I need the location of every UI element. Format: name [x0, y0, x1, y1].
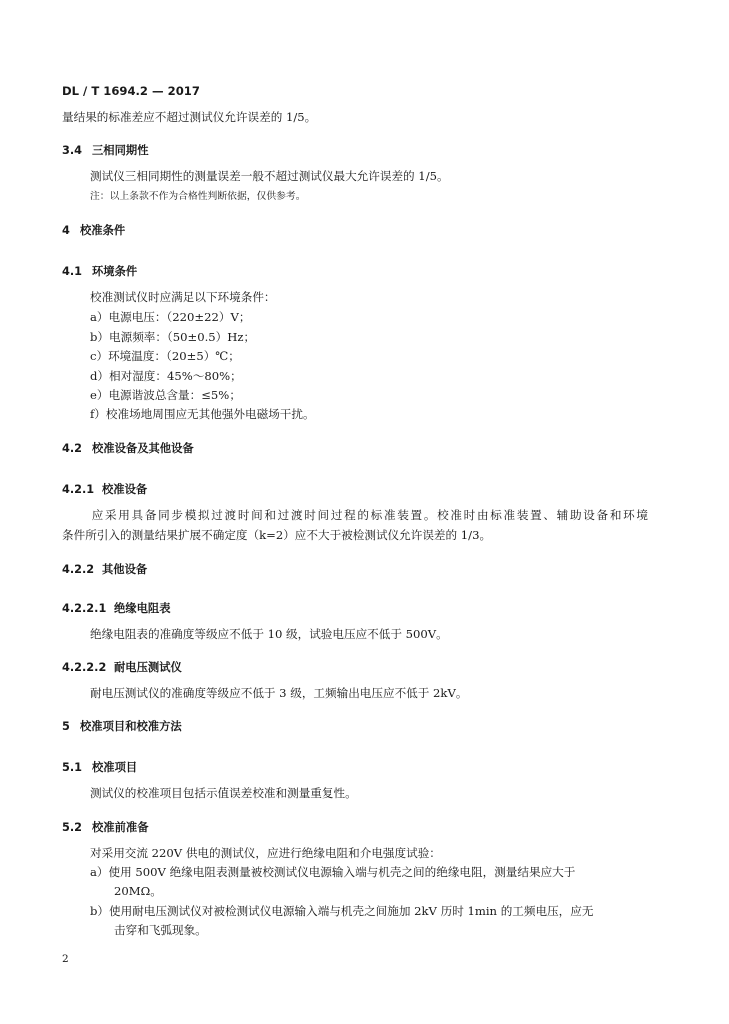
section-number: 4.2.2.1: [62, 602, 107, 615]
section-number: 5: [62, 720, 70, 733]
note: 注：以上条款不作为合格性判断依据，仅供参考。: [90, 191, 306, 202]
page-number: 2: [62, 953, 69, 965]
section-title: 三相同期性: [92, 144, 149, 157]
section-heading-4-2-2-1: [62, 601, 171, 616]
paragraph-line: 条件所引入的测量结果扩展不确定度（k=2）应不大于被检测试仪允许误差的 1/3。: [62, 528, 492, 542]
list-item: c）环境温度：（20±5）℃；: [90, 349, 240, 363]
list-item: f）校准场地周围应无其他强外电磁场干扰。: [90, 407, 315, 421]
section-heading-4-2-1: [62, 482, 147, 497]
section-heading-4-1: [62, 264, 137, 279]
paragraph-text: 应采用具备同步模拟过渡时间和过渡时间过程的标准装置。校准时由标准装置、辅助设备和环境: [90, 508, 648, 522]
section-number: 4: [62, 224, 70, 237]
section-number: 4.1: [62, 265, 83, 278]
section-heading-3-4: [62, 143, 149, 158]
paragraph-line: 绝缘电阻表的准确度等级应不低于 10 级，试验电压应不低于 500V。: [90, 627, 448, 641]
section-title: 校准设备及其他设备: [92, 442, 194, 455]
section-heading-5: [62, 719, 182, 734]
section-heading-5-2: [62, 820, 149, 835]
section-number: 4.2.2.2: [62, 661, 107, 674]
section-title: 校准项目: [92, 761, 138, 774]
section-title: 环境条件: [92, 265, 138, 278]
standard-number: DL / T 1694.2 — 2017: [62, 84, 200, 98]
paragraph-line: 对采用交流 220V 供电的测试仪，应进行绝缘电阻和介电强度试验：: [90, 846, 441, 860]
section-title: 校准前准备: [92, 821, 149, 834]
list-item: a）电源电压：（220±22）V；: [90, 310, 251, 324]
list-item: d）相对湿度：45%～80%；: [90, 369, 242, 383]
paragraph-line: 耐电压测试仪的准确度等级应不低于 3 级，工频输出电压应不低于 2kV。: [90, 686, 468, 700]
section-heading-4: [62, 223, 125, 238]
section-title: 其他设备: [102, 563, 148, 576]
section-title: 耐电压测试仪: [114, 661, 182, 674]
list-item: e）电源谐波总含量：≤5%；: [90, 388, 241, 402]
paragraph-line: 测试仪三相同期性的测量误差一般不超过测试仪最大允许误差的 1/5。: [90, 169, 449, 183]
section-number: 4.2.1: [62, 483, 95, 496]
section-number: 4.2.2: [62, 563, 95, 576]
section-heading-4-2-2: [62, 562, 147, 577]
section-number: 5.2: [62, 821, 83, 834]
paragraph-line: 测试仪的校准项目包括示值误差校准和测量重复性。: [90, 786, 357, 800]
paragraph-line: 校准测试仪时应满足以下环境条件：: [90, 290, 276, 304]
section-title: 绝缘电阻表: [114, 602, 171, 615]
section-number: 3.4: [62, 144, 83, 157]
section-title: 校准项目和校准方法: [80, 720, 182, 733]
section-heading-4-2-2-2: [62, 660, 182, 675]
list-item-continuation: 击穿和飞弧现象。: [114, 923, 207, 937]
list-item-continuation: 20MΩ。: [114, 884, 162, 898]
list-item: b）电源频率：（50±0.5）Hz；: [90, 330, 256, 344]
section-heading-5-1: [62, 760, 137, 775]
list-item: a）使用 500V 绝缘电阻表测量被校测试仪电源输入端与机壳之间的绝缘电阻，测量结果应大于: [90, 865, 576, 879]
list-item: b）使用耐电压测试仪对被检测试仪电源输入端与机壳之间施加 2kV 历时 1min 的工频电压，应无: [90, 904, 594, 918]
section-title: 校准条件: [80, 224, 126, 237]
paragraph-line: [62, 508, 648, 523]
section-number: 5.1: [62, 761, 83, 774]
paragraph-line: 量结果的标准差应不超过测试仪允许误差的 1/5。: [62, 110, 317, 124]
section-number: 4.2: [62, 442, 83, 455]
section-title: 校准设备: [102, 483, 148, 496]
section-heading-4-2: [62, 441, 194, 456]
